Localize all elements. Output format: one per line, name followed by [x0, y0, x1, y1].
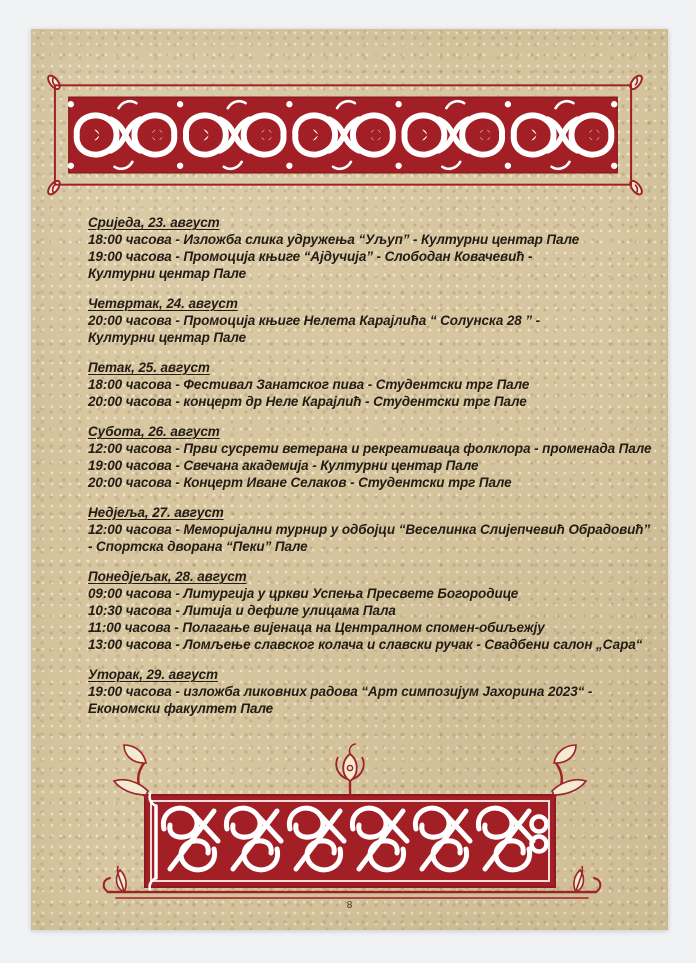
- day-section: [88, 423, 652, 491]
- day-section: [88, 359, 633, 410]
- day-heading: Петак, 25. август: [88, 360, 210, 375]
- event-line: 20:00 часова - Концерт Иване Селаков - Студентски трг Пале: [88, 475, 512, 490]
- event-line: 12:00 часова - Први сусрети ветерана и рекреативаца фолклора - променада Пале: [88, 441, 652, 456]
- event-line: 20:00 часова - концерт др Неле Карајлић - Студентски трг Пале: [88, 394, 527, 409]
- event-line: Економски факултет Пале: [88, 701, 274, 716]
- day-heading: Уторак, 29. август: [88, 667, 218, 682]
- top-ornament-interlace-band-icon: [47, 73, 643, 197]
- day-heading: Недјеља, 27. август: [88, 505, 224, 520]
- event-line: 20:00 часова - Промоција књиге Нелета Карајлића “ Солунска 28 ” -: [88, 313, 541, 328]
- event-line: 09:00 часова - Литургија у цркви Успења Пресвете Богородице: [88, 586, 519, 601]
- day-section: [88, 504, 651, 555]
- event-line: 11:00 часова - Полагање вијенаца на Централном спомен-обиљежју: [88, 620, 545, 635]
- event-line: 19:00 часова - Свечана академија - Културни центар Пале: [88, 458, 479, 473]
- event-line: - Спортска дворана “Пеки” Пале: [88, 539, 308, 554]
- event-line: 19:00 часова - изложба ликовних радова “Арт симпозијум Јахорина 2023“ -: [88, 684, 593, 699]
- day-heading: Субота, 26. август: [88, 424, 220, 439]
- event-line: Културни центар Пале: [88, 330, 247, 345]
- event-line: 10:30 часова - Литија и дефиле улицама Пала: [88, 603, 396, 618]
- event-line: 18:00 часова - Изложба слика удружења “Уљуп” - Културни центар Пале: [88, 232, 580, 247]
- event-line: 18:00 часова - Фестивал Занатског пива - Студентски трг Пале: [88, 377, 530, 392]
- event-line: 13:00 часова - Ломљење славског колача и славски ручак - Свадбени салон „Сара“: [88, 637, 643, 652]
- day-heading: Четвртак, 24. август: [88, 296, 238, 311]
- page-number: 8: [346, 900, 353, 911]
- day-heading: Понедјељак, 28. август: [88, 569, 247, 584]
- bottom-ornament-knotwork-band-icon: [102, 740, 602, 912]
- day-section: [88, 666, 633, 717]
- event-line: 19:00 часова - Промоција књиге “Ајдучија” - Слободан Ковачевић -: [88, 249, 533, 264]
- day-heading: Сриједа, 23. август: [88, 215, 220, 230]
- parchment-page: [31, 29, 668, 930]
- day-section: [88, 568, 643, 653]
- event-line: 12:00 часова - Меморијални турнир у одбојци “Веселинка Слијепчевић Обрадовић”: [88, 522, 651, 537]
- schedule-content: [88, 214, 652, 730]
- event-line: Културни центар Пале: [88, 266, 247, 281]
- day-section: [88, 214, 633, 282]
- day-section: [88, 295, 633, 346]
